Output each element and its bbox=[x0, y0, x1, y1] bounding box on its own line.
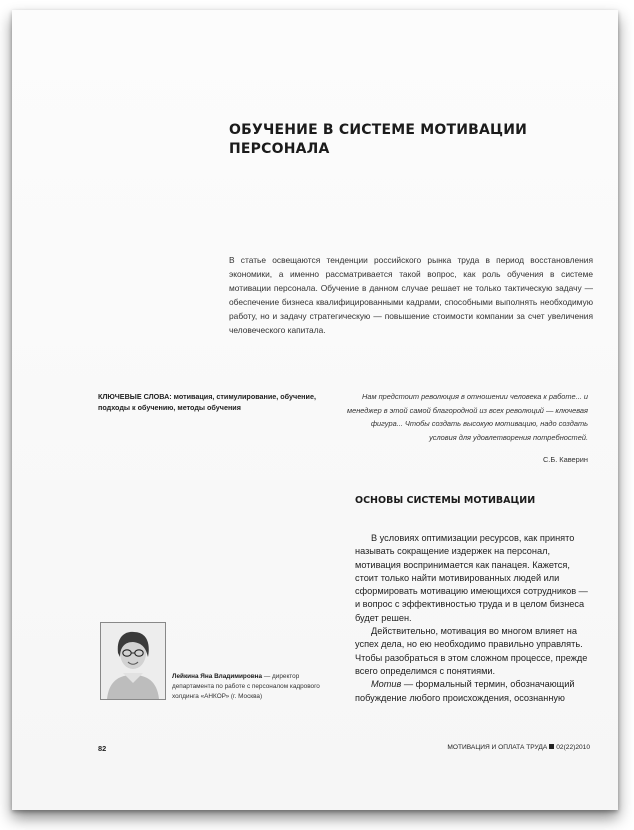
keywords: КЛЮЧЕВЫЕ СЛОВА: мотивация, стимулирование, обучение, подходы к обучению, методы обучения bbox=[98, 392, 316, 412]
page-number: 82 bbox=[98, 744, 107, 753]
body-paragraph-rest: — формальный термин, обозначающий побуждение любого происхождения, осознанную bbox=[355, 679, 575, 703]
author-name: Лейкина Яна Владимировна bbox=[172, 673, 263, 680]
epigraph-author: С.Б. Каверин bbox=[542, 455, 588, 464]
journal-name: МОТИВАЦИЯ И ОПЛАТА ТРУДА bbox=[447, 744, 548, 751]
epigraph-quote: Нам предстоит революция в отношении человека к работе... и менеджер в этой самой благородной из всех революций — ключевая фигура... Чтобы создать высокую мотивацию, надо создать условия для удовлетворения потребностей. bbox=[347, 392, 588, 442]
article-body bbox=[355, 532, 591, 710]
body-paragraph: В условиях оптимизации ресурсов, как принято называть сокращение издержек на персонал, мотивация воспринимается как панацея. Кажется, стоит только найти мотивированных людей или сформировать мотивацию имеющихся сотрудников — и вопрос с эффективностью труда и в целом бизнеса будет решен. bbox=[355, 533, 588, 623]
body-paragraph bbox=[355, 678, 591, 705]
article-abstract: В статье освещаются тенденции российского рынка труда в период восстановления экономики, а именно рассматривается такой вопрос, как роль обучения в системе мотивации персонала. Обучение в данном случае решает не только тактическую задачу — обеспечение бизнеса квалифицированными кадрами, способными выполнять необходимую работу, но и задачу стратегическую — повышение стоимости компании за счет увеличения человеческого капитала. bbox=[229, 255, 593, 335]
body-paragraph: Действительно, мотивация во многом влияет на успех дела, но ею необходимо правильно управлять. Чтобы разобраться в этом сложном процессе, прежде всего определимся с понятиями. bbox=[355, 626, 588, 676]
author-description: — директор департамента по работе с персоналом кадрового холдинга «АНКОР» (г. Москва) bbox=[172, 673, 320, 700]
journal-issue: 02(22)2010 bbox=[556, 744, 590, 751]
author-photo bbox=[100, 622, 166, 700]
term-motiv: Мотив bbox=[371, 679, 402, 690]
author-note bbox=[172, 672, 340, 702]
magazine-page bbox=[12, 10, 618, 810]
square-icon bbox=[549, 744, 554, 749]
section-heading: ОСНОВЫ СИСТЕМЫ МОТИВАЦИИ bbox=[355, 495, 536, 506]
journal-footer bbox=[432, 744, 590, 751]
portrait-image bbox=[101, 623, 165, 699]
article-title: ОБУЧЕНИЕ В СИСТЕМЕ МОТИВАЦИИ ПЕРСОНАЛА bbox=[229, 122, 528, 157]
